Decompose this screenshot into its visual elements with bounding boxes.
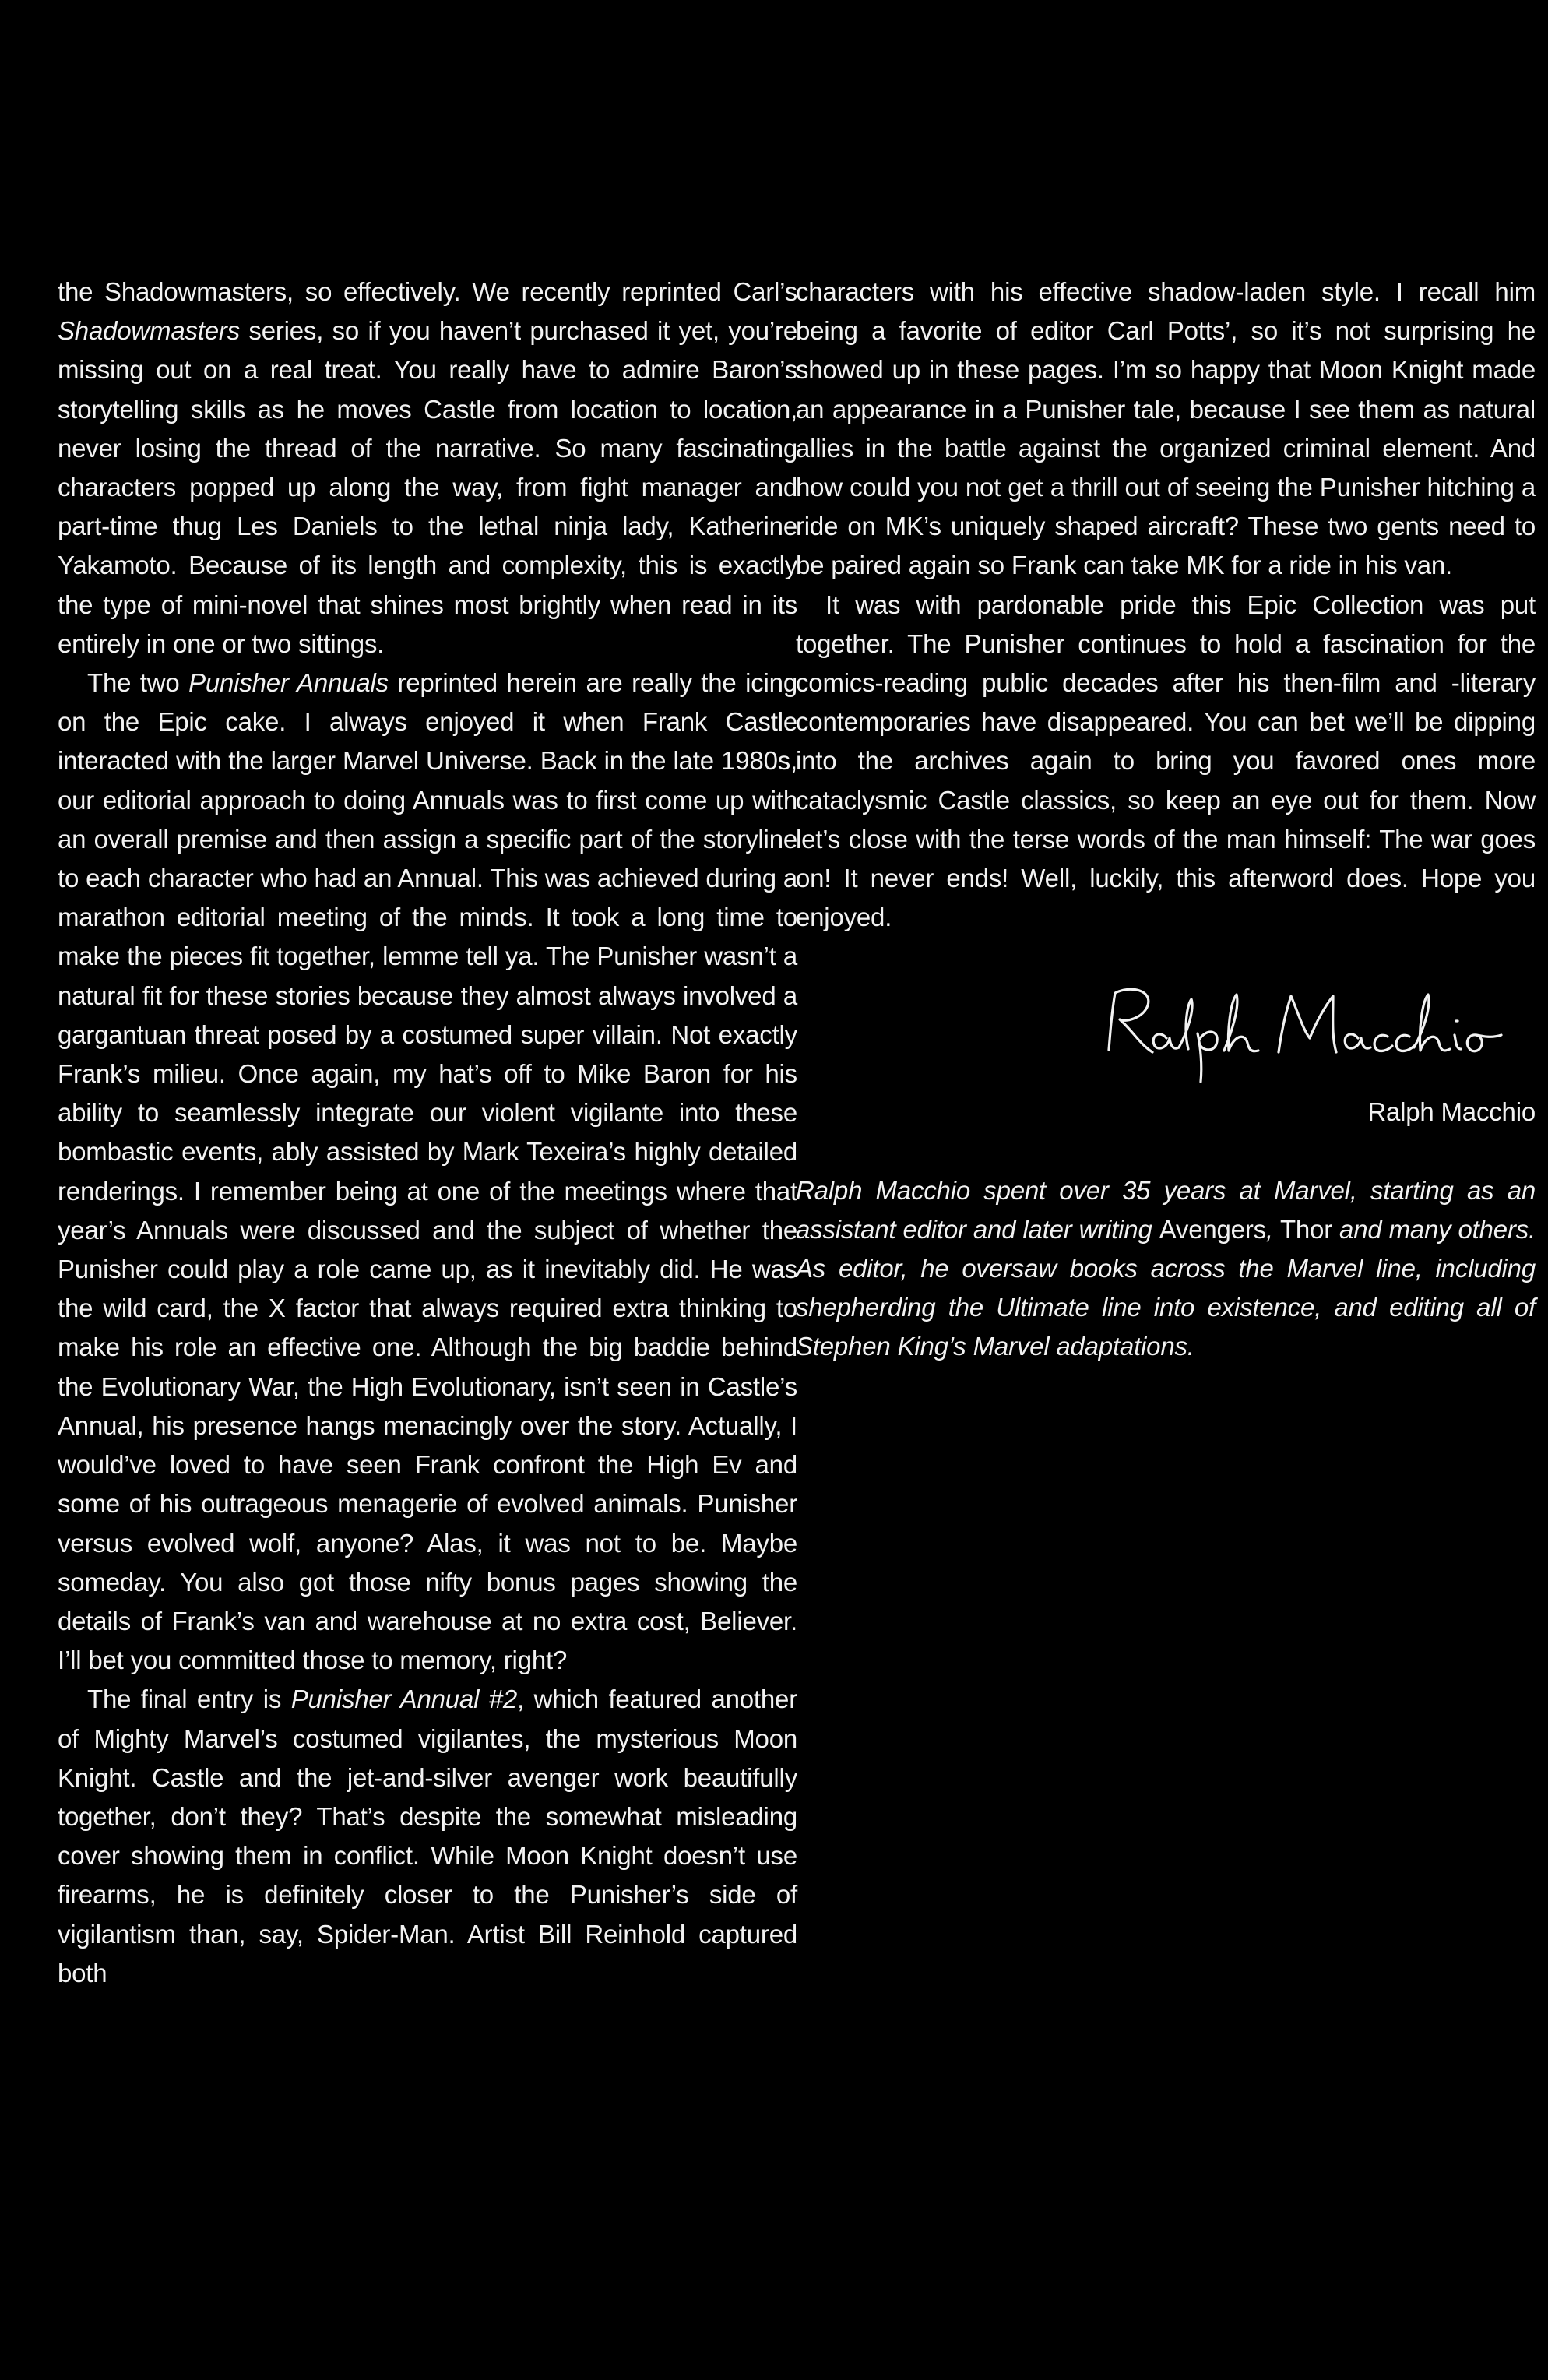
roman-title: Thor	[1279, 1214, 1332, 1244]
text-run: The final entry is	[87, 1685, 291, 1714]
text-run: the Shadowmasters, so effectively. We recently reprinted Carl’s	[58, 277, 797, 306]
paragraph	[58, 273, 797, 664]
text-run: The two	[87, 668, 189, 698]
left-column	[58, 273, 797, 1993]
paragraph	[58, 1680, 797, 1993]
italic-title: Punisher Annuals	[188, 668, 389, 698]
paragraph: It was with pardonable pride this Epic Collection was put together. The Punisher continues to hold a fascination for the comics-reading public decades after his then-film and -literary contemporaries have disappeared. You can bet we’ll be dipping into the archives again to bring you favored ones more cataclysmic Castle classics, so keep an eye out for them. Now let’s close with the terse words of the man himself: The war goes on! It never ends! Well, luckily, this afterword does. Hope you enjoyed.	[796, 590, 1536, 932]
text-run: series, so if you haven’t purchased it yet, you’re missing out on a real treat. You really have to admire Baron’s storytelling skills as he moves Castle from location to location, never losing the thread of the narrative. So many fascinating characters popped up along the way, from fight manager and part-time thug Les Daniels to the lethal ninja lady, Katherine Yakamoto. Because of its length and complexity, this is exactly the type of mini-novel that shines most brightly when read in its entirely in one or two sittings.	[58, 316, 797, 658]
paragraph	[58, 664, 797, 1680]
text-run: ,	[1265, 1214, 1280, 1244]
paragraph: characters with his effective shadow-laden style. I recall him being a favorite of editor Carl Potts’, so it’s not surprising he showed up in these pages. I’m so happy that Moon Knight made an appearance in a Punisher tale, because I see them as natural allies in the battle against the organized criminal element. And how could you not get a thrill out of seeing the Punisher hitching a ride on MK’s uniquely shaped aircraft? These two gents need to be paired again so Frank can take MK for a ride in his van.	[796, 277, 1536, 580]
signature	[796, 976, 1536, 1093]
author-name: Ralph Macchio	[1367, 1097, 1536, 1127]
text-run: and many others. As editor, he oversaw books across the Marvel line, including shepherding the Ultimate line into existence, and editing all of Stephen King’s Marvel adaptations.	[796, 1214, 1536, 1361]
author-bio	[796, 1171, 1536, 1367]
text-run: Ralph Macchio spent over 35 years at Marvel, starting as an assistant editor and later writing	[796, 1175, 1536, 1244]
roman-title: Avengers	[1159, 1214, 1266, 1244]
italic-title: Shadowmasters	[58, 316, 241, 346]
italic-title: Punisher Annual #2	[290, 1685, 518, 1714]
right-column	[796, 273, 1536, 1367]
text-run: , which featured another of Mighty Marvel’s costumed vigilantes, the mysterious Moon Knight. Castle and the jet-and-silver avenger work beautifully together, don’t they? That’s despite the somewhat misleading cover showing them in conflict. While Moon Knight doesn’t use firearms, he is definitely closer to the Punisher’s side of vigilantism than, say, Spider-Man. Artist Bill Reinhold captured both	[58, 1685, 797, 1987]
handwritten-signature	[1092, 976, 1504, 1085]
text-run: reprinted herein are really the icing on the Epic cake. I always enjoyed it when Frank Castle interacted with the larger Marvel Universe. Back in the late 1980s, our editorial approach to doing Annuals was to first come up with an overall premise and then assign a specific part of the storyline to each character who had an Annual. This was achieved during a marathon editorial meeting of the minds. It took a long time to make the pieces fit together, lemme tell ya. The Punisher wasn’t a natural fit for these stories because they almost always involved a gargantuan threat posed by a costumed super villain. Not exactly Frank’s milieu. Once again, my hat’s off to Mike Baron for his ability to seamlessly integrate our violent vigilante into these bombastic events, ably assisted by Mark Texeira’s highly detailed renderings. I remember being at one of the meetings where that year’s Annuals were discussed and the subject of whether the Punisher could play a role came up, as it inevitably did. He was the wild card, the X factor that always required extra thinking to make his role an effective one. Although the big baddie behind the Evolutionary War, the High Evolutionary, isn’t seen in Castle’s Annual, his presence hangs menacingly over the story. Actually, I would’ve loved to have seen Frank confront the High Ev and some of his outrageous menagerie of evolved animals. Punisher versus evolved wolf, anyone? Alas, it was not to be. Maybe someday. You also got those nifty bonus pages showing the details of Frank’s van and warehouse at no extra cost, Believer. I’ll bet you committed those to memory, right?	[58, 668, 797, 1675]
